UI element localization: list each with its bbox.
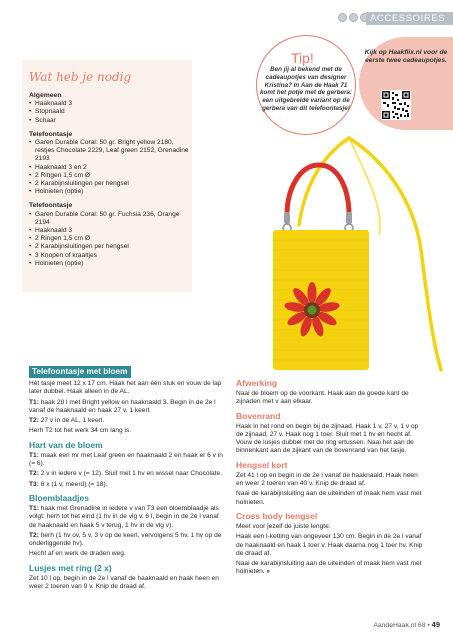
tip-text: Ben jij al bekend met de cadeaupotjes van designer Kristina? In Aan de Haak 71 komt het potje met de gerbera: een uitgebreide variant op de gerbera van dit telefoontasje!: [259, 66, 353, 112]
heading-edge: Bovenrand: [236, 410, 281, 421]
short-handle-text-2: Naai de karabijnsluiting aan de uiteinden of maak hem vast met holnieten.: [236, 490, 422, 506]
materials-item: • Holnieten (optie): [29, 260, 191, 268]
materials-list: [29, 92, 191, 268]
finish-text: Naai de bloem op de voorkant. Haak aan de goede kant de zijnaden met v aan elkaar.: [236, 390, 409, 406]
short-handle-text: Zet 41 l op en begin in de 2e l vanaf de haaknaald. Haak heen en weer 2 toeren van 40 v. Knip de draad af.: [236, 471, 418, 488]
materials-item: • Haaknaald 3 en 2: [29, 164, 191, 172]
cross-text-3: Naai de karabijnsluiting aan de uiteinden of maak hem vast met holnieten. »: [236, 560, 422, 576]
materials-heading: Telefoontasje: [29, 202, 73, 210]
heading-loops: Lusjes met ring (2 x): [29, 562, 112, 573]
header-dots: [338, 13, 369, 22]
petals-t1: T1: haak met Grenadine in iedere v van T3 een bloemblaadje als volgt: herh tot het eind (1 hv in de vlg v, 6 l, begin in de 2e l vanaf de haaknaald en haak 5 v terug, 1 hv in de vlg v).: [29, 504, 219, 529]
instructions-right: [236, 374, 426, 579]
page-footer: [373, 620, 440, 629]
step-t2: T2: 27 v in de AL, 1 keerl.: [29, 417, 105, 425]
instructions-left: [29, 366, 226, 593]
heading-finish: Afwerking: [236, 378, 278, 388]
heart-t1: T1: maak een mr met Leaf green en haaknaald 2 en haak er 6 v in (= 6).: [29, 451, 223, 468]
materials-item: • 2 Karabijnsluitingen per hengsel: [29, 243, 191, 251]
materials-item: • Stopnaald: [29, 108, 191, 116]
materials-item: • Haaknaald 3: [29, 227, 191, 235]
petals-t2: T2: herh (1 hv ov, 5 v, 3 v op de keerl, vervolgens 5 hv, 1 hv op de onderliggende hv).: [29, 531, 222, 548]
cross-text: Meet voor jezelf de juiste lengte.: [236, 522, 331, 530]
heading-petals: Bloemblaadjes: [29, 492, 89, 503]
intro-text: Het tasje meet 12 x 17 cm. Haak het aan één stuk en vouw de lap later dubbel. Haak alleen in de AL.: [29, 380, 222, 396]
repeat-text: Herh T2 tot het werk 34 cm lang is.: [29, 427, 132, 435]
section-header: [366, 12, 453, 25]
materials-item: • Garen Durable Coral: 50 gr. Bright yellow 2180, restjes Chocolate 2229, Leaf green 2152, Grenadine 2193: [29, 139, 191, 164]
tip-title: Tip!: [291, 50, 314, 66]
materials-item: • 2 Ringen 1,5 cm Ø: [29, 235, 191, 243]
footer-separator: •: [427, 622, 430, 629]
materials-item: • 2 Karabijnsluitingen per hengsel: [29, 180, 191, 188]
step-t1: T1: haak 28 l met Bright yellow en haaknaald 3. Begin in de 2e l vanaf de haaknaald en haak 27 v, 1 keerl.: [29, 398, 216, 414]
materials-heading: Telefoontasje: [29, 130, 73, 138]
edge-text: Haak in het rond en begin bij de zijnaad. Haak 1 v, 27 v, 1 v op de zijnaad, 27 v. Haak nog 1 toer. Sluit met 1 hv en hecht af. Vouw de lusjes dubbel met de ring ertussen. Naai het aan de binnenkant aan de zijkant van de bovenrand van het tasje.: [236, 422, 419, 455]
materials-item: • 3 Knopen of kraaltjes: [29, 252, 191, 260]
promo-text: Kijk op Haakflix.nl voor de eerste twee cadeaupotjes.: [364, 49, 448, 64]
materials-item: • Holnieten (optie): [29, 188, 191, 196]
footer-site: AandeHaak.nl 68: [373, 622, 426, 629]
dot: [338, 13, 347, 22]
heading-heart: Hart van de bloem: [29, 439, 103, 450]
dot: [349, 13, 358, 22]
materials-heading: Algemeen: [29, 92, 62, 99]
materials-title: Wat heb je nodig: [29, 70, 132, 84]
page-number: 49: [431, 620, 440, 629]
materials-item: • Garen Durable Coral: 50 gr. Fuchsia 236, Orange 2194: [29, 211, 191, 227]
section-banner: Telefoontasje met bloem: [29, 366, 131, 378]
petals-end: Hecht af en werk de draden weg.: [29, 550, 126, 558]
heading-short-handle: Hengsel kort: [236, 459, 288, 470]
continue-arrow-icon: »: [266, 569, 270, 576]
materials-item: • Haaknaald 3: [29, 100, 191, 108]
heart-t2: T2: 2 v in iedere v (= 12). Sluit met 1 hv en wissel naar Chocolate.: [29, 470, 222, 478]
materials-item: • 2 Ringen 1,5 cm Ø: [29, 172, 191, 180]
section-title: ACCESSOIRES: [370, 13, 446, 24]
materials-item: • Schaar: [29, 117, 191, 125]
heading-cross-body: Cross body hengsel: [236, 510, 318, 521]
heart-t3: T3: 6 x (1 v, meerd) (= 18).: [29, 480, 108, 488]
qr-code-icon[interactable]: [381, 90, 411, 120]
crochet-bag-photo: [209, 130, 453, 376]
cross-text-2: Haak een l-ketting van ongeveer 130 cm. Begin in de 2e l vanaf de haaknaald en haak 1 toer v. Haak daarna nog 1 toer hv. Knip de draad af.: [236, 533, 423, 557]
loops-text: Zet 10 l op, begin in de 2e l vanaf de haaknaald en haak heen en weer 2 toeren van 9 v. Knip de draad af.: [29, 574, 219, 591]
